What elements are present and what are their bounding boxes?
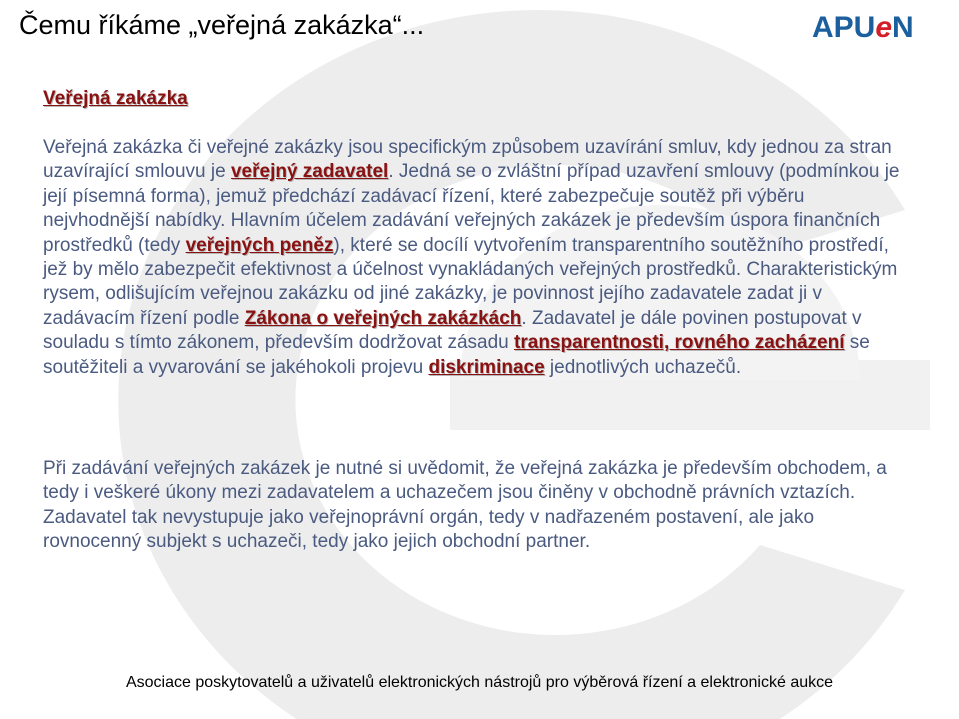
highlighted-term: transparentnosti, rovného zacházení [514, 332, 845, 354]
apuen-logo [812, 10, 914, 46]
highlighted-term: veřejných peněz [185, 234, 334, 256]
paragraph-text-run: . Zadavatel je dále povinen postupovat v souladu s tímto zákonem, především dodržovat zásadu [43, 307, 862, 354]
paragraph-text-run: . Jedná se o zvláštní případ uzavření smlouvy (podmínkou je její písemná forma), jemuž předchází zadávací řízení, které zabezpečuje soutěž při výběru nejvhodnější nabídky. Hlavním účelem zadávání veřejných zakázek je především úspora finančních prostředků (tedy [43, 161, 900, 256]
paragraph-text-run: se soutěžiteli a vyvarování se jakéhokoli projevu [43, 332, 870, 378]
logo-text-end: N [892, 11, 914, 44]
highlighted-term: veřejný zadavatel [230, 161, 389, 183]
paragraph-text-run: ), které se docílí vytvořením transparentního soutěžního prostředí, jež by mělo zabezpečit efektivnost a účelnost vynakládaných veřejných prostředků. Charakteristickým rysem, odlišujícím veřejnou zakázku od jiné zakázky, je povinnost jejího zadavatele zadat ji v zadávacím řízení podle [43, 234, 898, 329]
highlighted-term: diskriminace [428, 356, 545, 378]
logo-text-accent: e [875, 11, 893, 44]
section-title: Veřejná zakázka [43, 88, 188, 109]
highlighted-term: Zákona o veřejných zakázkách [244, 307, 522, 329]
paragraph-text-run: jednotlivých uchazečů. [544, 356, 742, 378]
paragraph-commercial-relationship: Při zadávání veřejných zakázek je nutné si uvědomit, že veřejná zakázka je především obchodem, a tedy i veškeré úkony mezi zadavatelem a uchazečem jsou činěny v obchodně právních vztazích. Zadavatel tak nevystupuje jako veřejnoprávní orgán, tedy v nadřazeném postavení, ale jako rovnocenný subjekt s uchazeči, tedy jako jejich obchodní partner. [43, 458, 887, 553]
paragraph-definition [43, 136, 903, 380]
paragraph-text-run: Veřejná zakázka či veřejné zakázky jsou specifickým způsobem uzavírání smluv, kdy jednou za stran uzavírající smlouvu je [43, 137, 892, 183]
footer-text: Asociace poskytovatelů a uživatelů elektronických nástrojů pro výběrová řízení a elektronické aukce [125, 674, 834, 691]
slide-title: Čemu říkáme „veřejná zakázka“... [19, 10, 425, 40]
logo-text-start: APU [812, 11, 876, 44]
